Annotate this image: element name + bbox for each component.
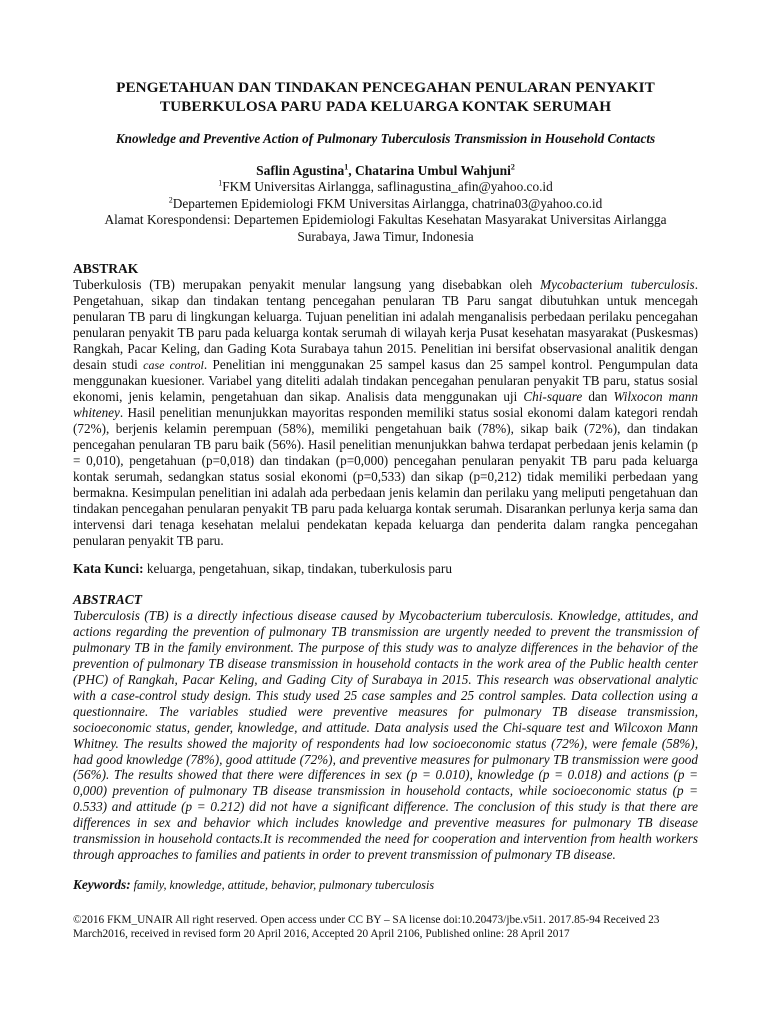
abstract-body: Tuberculosis (TB) is a directly infectious disease caused by Mycobacterium tuberculosis. Knowledge, attitudes, and actions regarding the prevention of pulmonary TB transmission are urgently needed to prevent the transmission of pulmonary TB in the family environment. The purpose of this study was to analyze differences in the behavior of the prevention of pulmonary TB disease transmission in household contacts in the work area of the Public health center (PHC) of Rangkah, Pacar Keling, and Gading City of Surabaya in 2015. This research was observational analytic with a case-control study design. This study used 25 case samples and 25 control samples. Data collection using a questionnaire. The variables studied were preventive measures for pulmonary TB disease transmission, socioeconomic status, gender, knowledge, and attitude. Data analysis used the Chi-square test and Wilcoxon Mann Whitney. The results showed the majority of respondents had low socioeconomic status (72%), were female (58%), had good knowledge (78%), good attitude (72%), and preventive measures for pulmonary TB transmission were good (56%). The results showed that there were differences in sex (p = 0.010), knowledge (p = 0.018) and actions (p = 0,000) prevention of pulmonary TB disease transmission in household contacts, while socioeconomic status (p = 0.533) and attitude (p = 0.212) did not have a significant difference. The conclusion of this study is that there are differences in sex and behavior which includes knowledge and preventive measures for pulmonary TB disease transmission in household contacts.It is recommended the need for cooperation and intervention from health workers through approaches to families and patients in order to prevent transmission of pulmonary TB disease.: [73, 608, 698, 862]
author-separator: ,: [348, 163, 356, 178]
affiliation-1-sup: 1: [218, 178, 223, 188]
abstrak-text-1: Tuberkulosis (TB) merupakan penyakit menular langsung yang disebabkan oleh: [73, 277, 541, 292]
affiliation-2-sup: 2: [168, 195, 173, 205]
kata-kunci: [73, 561, 698, 577]
copyright-footer: [73, 913, 698, 941]
affiliation-1-text: FKM Universitas Airlangga, saflinagustina_afin@yahoo.co.id: [222, 179, 553, 194]
author-1-sup: 1: [344, 162, 349, 172]
correspondence-address: Alamat Korespondensi: Departemen Epidemiologi Fakultas Kesehatan Masyarakat Universitas Airlangga Surabaya, Jawa Timur, Indonesia: [104, 212, 667, 244]
kata-kunci-value: keluarga, pengetahuan, sikap, tindakan, tuberkulosis paru: [143, 561, 453, 577]
abstrak-design-italic: case control: [143, 357, 204, 372]
abstrak-text-3: . Penelitian ini menggunakan 25 sampel kasus dan 25 sampel kontrol. Pengumpulan data menggunakan kuesioner. Variabel yang diteliti adalah tindakan pencegahan penularan penyakit TB paru, status sosial ekonomi, jenis kelamin, pengetahuan dan sikap. Analisis data menggunakan uji: [73, 356, 698, 405]
kata-kunci-label: Kata Kunci:: [73, 561, 144, 577]
abstrak-species-italic: Mycobacterium tuberculosis: [540, 277, 695, 292]
paper-title: [73, 78, 698, 116]
affiliation-2-text: Departemen Epidemiologi FKM Universitas Airlangga, chatrina03@yahoo.co.id: [172, 195, 603, 211]
title-line-2: TUBERKULOSA PARU PADA KELUARGA KONTAK SERUMAH: [159, 98, 612, 115]
author-2-sup: 2: [510, 162, 515, 172]
affiliation-2: [73, 196, 698, 213]
keywords-value: family, knowledge, attitude, behavior, pulmonary tuberculosis: [130, 877, 435, 892]
abstrak-text-4: dan: [582, 389, 614, 405]
abstrak-text-5: . Hasil penelitian menunjukkan mayoritas responden memiliki status sosial ekonomi dalam kategori rendah (72%), berjenis kelamin perempuan (58%), memiliki pengetahuan baik (78%), sikap baik (72%), dan tindakan pencegahan penularan TB paru baik (56%). Hasil penelitian menunjukkan bahwa terdapat perbedaan jenis kelamin (p = 0,010), pengetahuan (p=0,018) dan tindakan (p=0,000) pencegahan penularan penyakit TB paru pada keluarga kontak serumah, sedangkan status sosial ekonomi (p=0,533) dan sikap (p=0,212) tidak memiliki perbedaan yang bermakna. Kesimpulan penelitian ini adalah ada perbedaan jenis kelamin dan perilaku yang meliputi pengetahuan dan tindakan pencegahan penularan penyakit TB paru pada keluarga kontak serumah. Disarankan perlunya kerja sama dan intervensi dari tenaga kesehatan melalui pendekatan kepada keluarga dan penderita dalam rangka pencegahan penularan penyakit TB paru.: [73, 405, 698, 548]
keywords-label: Keywords:: [73, 876, 131, 892]
paper-page: [73, 78, 698, 941]
author-2-name: Chatarina Umbul Wahjuni: [355, 163, 511, 178]
footer-line-1: ©2016 FKM_UNAIR All right reserved. Open access under CC BY – SA license doi:10.20473/jbe.v5i1. 2017.85-94 Received 23: [73, 913, 660, 926]
abstrak-test-italic-2: Wilxocon mann whiteney: [73, 389, 698, 421]
abstrak-body: [73, 277, 698, 548]
abstrak-text-2: . Pengetahuan, sikap dan tindakan tentang pencegahan penularan TB Paru sangat dibutuhkan untuk mencegah penularan TB paru di lingkungan keluarga. Tujuan penelitian ini adalah menganalisis perbedaan perilaku pencegahan penularan penyakit TB paru pada keluarga kontak serumah di wilayah kerja Pusat kesehatan masyarakat (Puskesmas) Rangkah, Pacar Keling, dan Gading Kota Surabaya tahun 2015. Penelitian ini bersifat observasional analitik dengan desain studi: [73, 277, 698, 372]
author-list: [73, 163, 698, 179]
affiliation-1: [73, 179, 698, 196]
footer-line-2: March2016, received in revised form 20 April 2016, Accepted 20 April 2106, Published online: 28 April 2017: [73, 927, 570, 940]
abstract-heading: ABSTRACT: [73, 592, 143, 608]
title-line-1: PENGETAHUAN DAN TINDAKAN PENCEGAHAN PENULARAN PENYAKIT: [116, 79, 655, 96]
author-1-name: Saflin Agustina: [256, 163, 345, 178]
abstrak-heading: ABSTRAK: [73, 261, 139, 276]
keywords: [73, 877, 698, 893]
affiliations: [73, 179, 698, 245]
english-title: Knowledge and Preventive Action of Pulmonary Tuberculosis Transmission in Household Contacts: [115, 131, 656, 146]
abstrak-test-italic-1: Chi-square: [523, 389, 583, 405]
